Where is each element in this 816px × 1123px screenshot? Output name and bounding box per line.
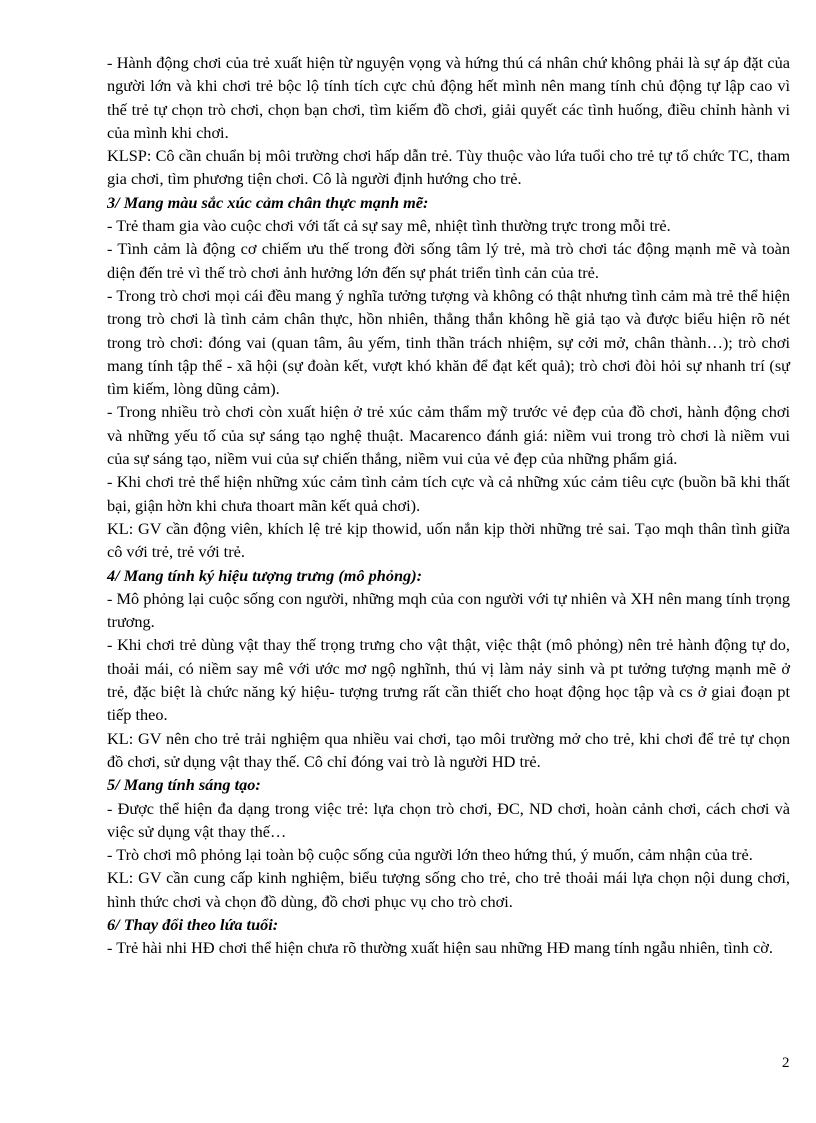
paragraph: - Trẻ hài nhi HĐ chơi thể hiện chưa rõ thường xuất hiện sau những HĐ mang tính ngẫu nhiên, tình cờ. <box>107 938 773 958</box>
paragraph: - Khi chơi trẻ thể hiện những xúc cảm tình cảm tích cực và cả những xúc cảm tiêu cực (buồn bã khi thất bại, giận hờn khi chưa thoart mãn kết quả chơi). <box>107 472 790 515</box>
paragraph: - Khi chơi trẻ dùng vật thay thế trọng trưng cho vật thật, việc thật (mô phỏng) nên trẻ hành động tự do, thoải mái, có niềm say mê với ước mơ ngộ nghĩnh, thú vị làm nảy sinh và pt tưởng tượng mạnh mẽ ở trẻ, đặc biệt là chức năng ký hiệu- tượng trưng rất cần thiết cho hoạt động học tập và cs ở giai đoạn pt tiếp theo. <box>107 635 790 725</box>
paragraph: - Trong trò chơi mọi cái đều mang ý nghĩa tưởng tượng và không có thật nhưng tình cảm mà trẻ thể hiện trong trò chơi là tình cảm chân thực, hồn nhiên, thẳng thắn không hề giả tạo và được biểu hiện rõ nét trong trò chơi: đóng vai (quan tâm, âu yếm, tinh thần trách nhiệm, sự cởi mở, chân thành…); trò chơi mang tính tập thể - xã hội (sự đoàn kết, vượt khó khăn để đạt kết quả); trò chơi đòi hỏi sự nhanh trí (sự tìm kiếm, lòng dũng cảm). <box>107 285 790 399</box>
paragraph: - Trẻ tham gia vào cuộc chơi với tất cả sự say mê, nhiệt tình thường trực trong mỗi trẻ. <box>107 216 671 236</box>
paragraph: - Trò chơi mô phỏng lại toàn bộ cuộc sống của người lớn theo hứng thú, ý muốn, cảm nhận của trẻ. <box>107 845 753 865</box>
section-heading: 5/ Mang tính sáng tạo: <box>107 775 261 795</box>
document-body <box>107 51 790 960</box>
paragraph: - Mô phỏng lại cuộc sống con người, những mqh của con người với tự nhiên và XH nên mang tính trọng trương. <box>107 588 790 632</box>
paragraph: - Hành động chơi của trẻ xuất hiện từ nguyện vọng và hứng thú cá nhân chứ không phải là sự áp đặt của người lớn và khi chơi trẻ bộc lộ tính tích cực chủ động hết mình nên mang tính chủ động tự lập cao vì thế trẻ tự chọn trò chơi, chọn bạn chơi, tìm kiếm đồ chơi, giải quyết các tình huống, điều chỉnh hành vi của mình khi chơi. <box>107 53 790 142</box>
paragraph: - Tình cảm là động cơ chiếm ưu thế trong đời sống tâm lý trẻ, mà trò chơi tác động mạnh mẽ và toàn diện đến trẻ vì thế trò chơi ảnh hưởng lớn đến sự phát triển tình cản của trẻ. <box>107 239 790 282</box>
paragraph: KLSP: Cô cần chuẩn bị môi trường chơi hấp dẫn trẻ. Tùy thuộc vào lứa tuổi cho trẻ tự tổ chức TC, tham gia chơi, tìm phương tiện chơi. Cô là người định hướng cho trẻ. <box>107 146 790 189</box>
paragraph: - Trong nhiều trò chơi còn xuất hiện ở trẻ xúc cảm thẩm mỹ trước vẻ đẹp của đồ chơi, hành động chơi và những yếu tố của sự sáng tạo nghệ thuật. Macarenco đánh giá: niềm vui trong trò chơi là niềm vui của sự sáng tạo, niềm vui của sự chiến thắng, niềm vui của vẻ đẹp của những phẩm giá. <box>107 402 790 469</box>
paragraph: KL: GV cần cung cấp kinh nghiệm, biểu tượng sống cho trẻ, cho trẻ thoải mái lựa chọn nội dung chơi, hình thức chơi và chọn đồ dùng, đồ chơi phục vụ cho trò chơi. <box>107 868 790 911</box>
section-heading: 3/ Mang màu sắc xúc cảm chân thực mạnh mẽ: <box>107 192 429 212</box>
paragraph: KL: GV cần động viên, khích lệ trẻ kịp thowid, uốn nắn kịp thời những trẻ sai. Tạo mqh thân tình giữa cô với trẻ, trẻ với trẻ. <box>107 518 790 562</box>
page-number: 2 <box>782 1055 790 1071</box>
paragraph: KL: GV nên cho trẻ trải nghiệm qua nhiều vai chơi, tạo môi trường mở cho trẻ, khi chơi để trẻ tự chọn đồ chơi, sử dụng vật thay thế. Cô chỉ đóng vai trò là người HD trẻ. <box>107 728 790 771</box>
section-heading: 6/ Thay đổi theo lứa tuổi: <box>107 914 279 934</box>
section-heading: 4/ Mang tính ký hiệu tượng trưng (mô phỏng): <box>107 565 423 585</box>
paragraph: - Được thể hiện đa dạng trong việc trẻ: lựa chọn trò chơi, ĐC, ND chơi, hoàn cảnh chơi, cách chơi và việc sử dụng vật thay thế… <box>107 798 790 841</box>
